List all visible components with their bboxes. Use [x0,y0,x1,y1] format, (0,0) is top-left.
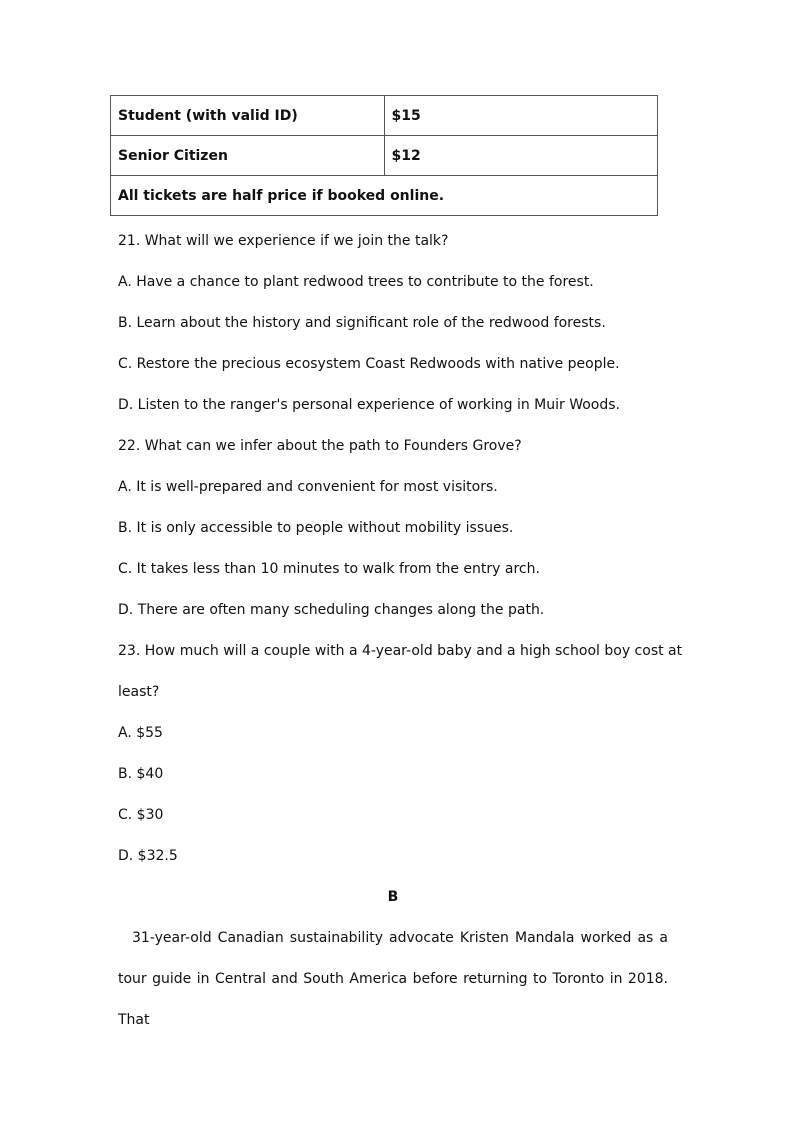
question-22-option-a: A. It is well-prepared and convenient for most visitors. [118,479,498,495]
questions-content [118,221,683,1041]
question-23-option-b: B. $40 [118,766,164,782]
ticket-price-cell: $15 [384,96,657,136]
question-23-option-a: A. $55 [118,725,163,741]
question-21-option-d: D. Listen to the ranger's personal experience of working in Muir Woods. [118,397,620,413]
ticket-price-cell: $12 [384,136,657,176]
question-21-option-c: C. Restore the precious ecosystem Coast Redwoods with native people. [118,356,620,372]
question-23-stem-line-1: 23. How much will a couple with a 4-year-old baby and a high school boy cost at [118,643,683,659]
ticket-type-cell: Student (with valid ID) [111,96,385,136]
question-21-stem: 21. What will we experience if we join the talk? [118,233,449,249]
question-23-option-c: C. $30 [118,807,164,823]
table-note-cell: All tickets are half price if booked online. [111,176,658,216]
question-22-option-d: D. There are often many scheduling changes along the path. [118,602,545,618]
table-row [111,96,658,136]
question-22-option-c: C. It takes less than 10 minutes to walk from the entry arch. [118,561,540,577]
table-row [111,136,658,176]
section-title: B [387,889,399,905]
ticket-type-cell: Senior Citizen [111,136,385,176]
question-23-stem-line-2: least? [118,684,160,700]
question-21-option-a: A. Have a chance to plant redwood trees to contribute to the forest. [118,274,594,290]
question-21-option-b: B. Learn about the history and significant role of the redwood forests. [118,315,606,331]
question-23-option-d: D. $32.5 [118,848,178,864]
ticket-price-table [110,95,658,216]
question-22-stem: 22. What can we infer about the path to Founders Grove? [118,438,522,454]
table-row [111,176,658,216]
section-paragraph: 31-year-old Canadian sustainability advocate Kristen Mandala worked as a tour guide in Central and South America before returning to Toronto in 2018. That [118,930,668,1028]
question-22-option-b: B. It is only accessible to people without mobility issues. [118,520,514,536]
